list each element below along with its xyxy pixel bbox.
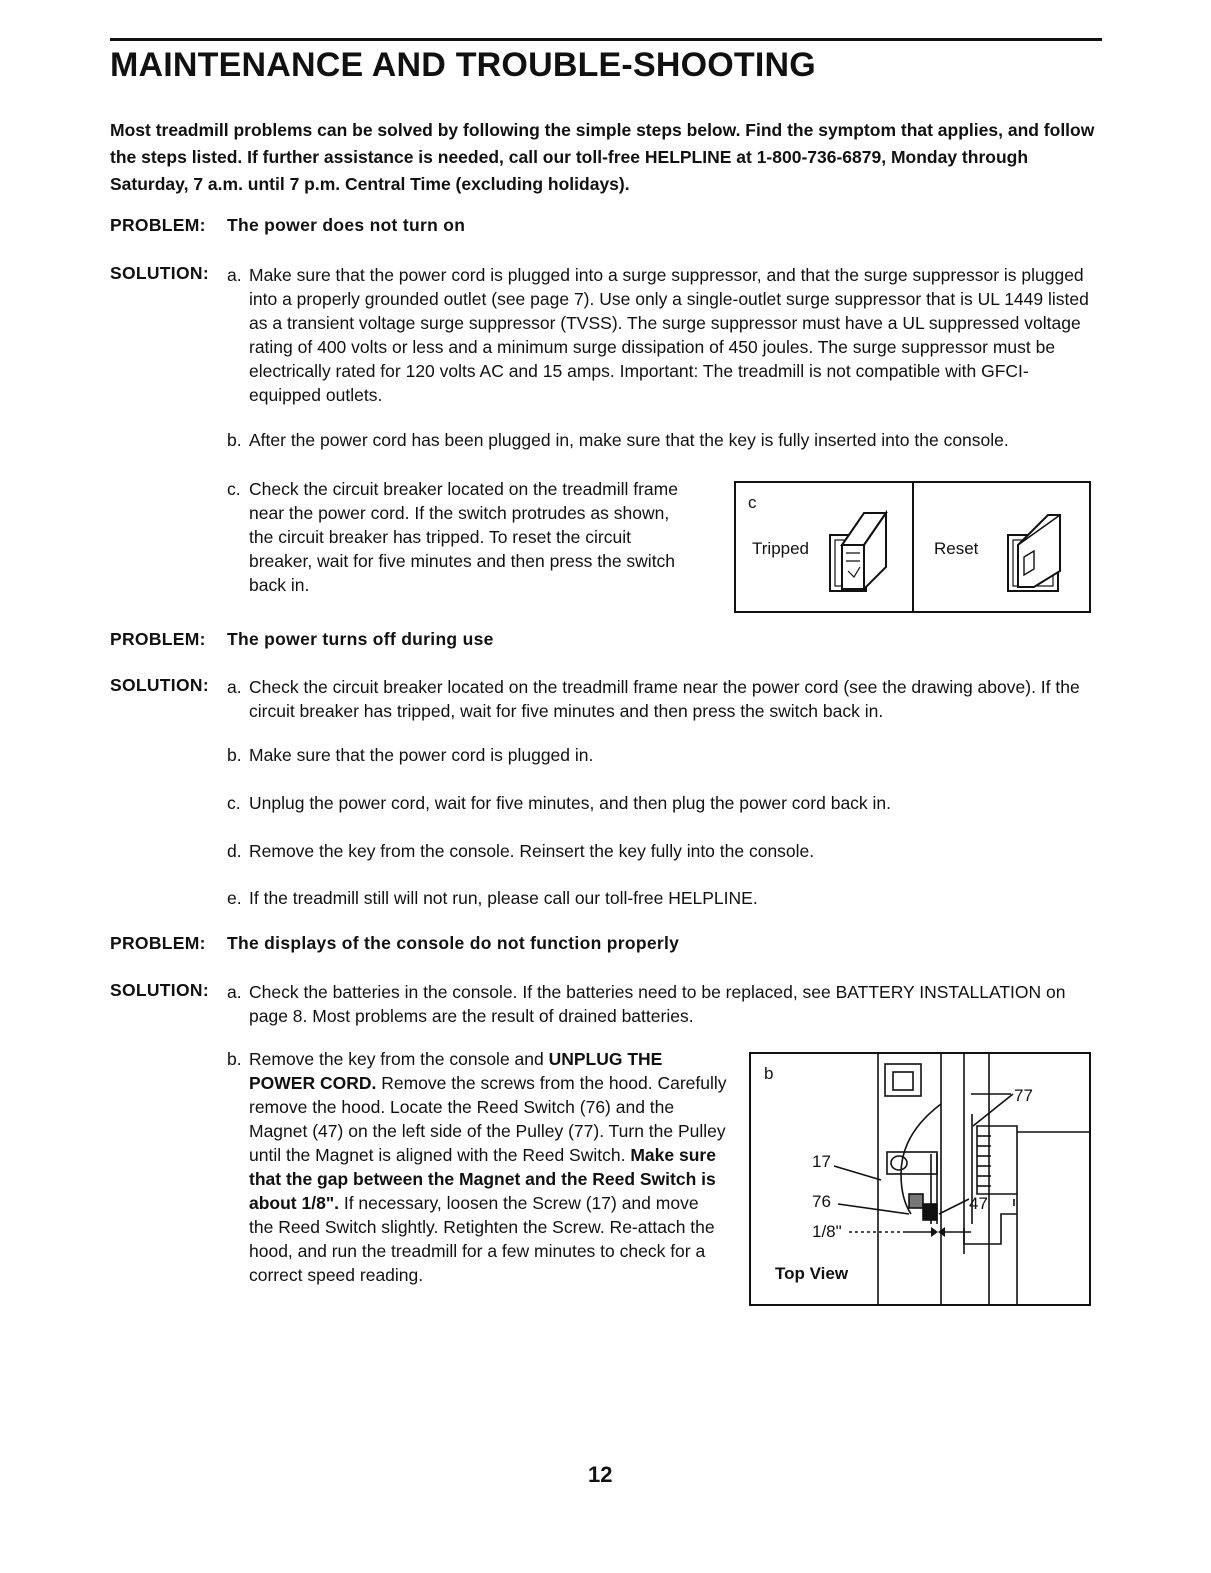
step-text: Check the circuit breaker located on the treadmill frame near the power cord (see the drawing above). If the circuit breaker has tripped, wait for five minutes and then press the switch back in. <box>249 677 1080 721</box>
solution-2d <box>227 839 1107 863</box>
unplug-warning: UNPLUG THE POWER CORD. <box>249 1049 663 1093</box>
solution-3b <box>227 1047 727 1287</box>
step-letter: b. <box>227 430 242 450</box>
solution-1b <box>227 428 1107 452</box>
solution-2e <box>227 886 1107 910</box>
step-letter: a. <box>227 982 242 1002</box>
solution-3-label: SOLUTION: <box>110 980 209 1000</box>
reed-switch-callout: 76 <box>812 1192 831 1211</box>
reset-switch-icon <box>1004 505 1068 595</box>
top-view-label: Top View <box>775 1264 849 1283</box>
header-rule <box>110 38 1102 41</box>
reed-switch-figure <box>749 1052 1091 1306</box>
step-text: Make sure that the power cord is plugged into a surge suppressor, and that the surge suppressor is plugged into a properly grounded outlet (see page 7). Use only a single-outlet surge suppressor that is UL 1449 listed as a transient voltage surge suppressor (TVSS). The surge suppressor must have a UL suppressed voltage rating of 400 volts or less and a minimum surge dissipation of 450 joules. The surge suppressor must be electrically rated for 120 volts AC and 15 amps. Important: The treadmill is not compatible with GFCI-equipped outlets. <box>249 265 1089 405</box>
solution-2c <box>227 791 1107 815</box>
magnet-callout: 47 <box>969 1194 988 1213</box>
tripped-label: Tripped <box>752 539 810 558</box>
reset-label: Reset <box>934 539 979 558</box>
step-text <box>249 1047 727 1287</box>
step-letter: e. <box>227 888 242 908</box>
step-text: Unplug the power cord, wait for five minutes, and then plug the power cord back in. <box>249 793 892 813</box>
step-text: If the treadmill still will not run, please call our toll-free HELPLINE. <box>249 888 758 908</box>
problem-label: PROBLEM: <box>110 629 206 649</box>
pulley-callout: 77 <box>1014 1086 1033 1105</box>
solution-2b <box>227 743 1107 767</box>
step-letter: b. <box>227 1049 242 1069</box>
problem-label: PROBLEM: <box>110 215 206 235</box>
problem-label: PROBLEM: <box>110 933 206 953</box>
step-text: Remove the key from the console. Reinsert the key fully into the console. <box>249 841 815 861</box>
step-text-part: Remove the screws from the hood. Carefully remove the hood. Locate the Reed Switch (76) and the Magnet (47) on the left side of the Pulley (77). Turn the Pulley until the Magnet is aligned with the Reed Switch. <box>249 1073 727 1165</box>
step-letter: b. <box>227 745 242 765</box>
solution-1-label: SOLUTION: <box>110 263 209 283</box>
solution-1a <box>227 263 1097 407</box>
solution-2-label: SOLUTION: <box>110 675 209 695</box>
step-letter: c. <box>227 793 241 813</box>
problem-1-text: The power does not turn on <box>227 215 466 235</box>
gap-warning: Make sure that the gap between the Magnet and the Reed Switch is about 1/8". <box>249 1145 716 1213</box>
step-letter: a. <box>227 677 242 697</box>
step-letter: a. <box>227 265 242 285</box>
step-letter: c. <box>227 479 241 499</box>
problem-2-text: The power turns off during use <box>227 629 494 649</box>
intro-paragraph: Most treadmill problems can be solved by following the simple steps below. Find the symptom that applies, and follow the steps listed. If further assistance is needed, call our toll-free HELPLINE at 1-800-736-6879, Monday through Saturday, 7 a.m. until 7 p.m. Central Time (excluding holidays). <box>110 120 1095 194</box>
step-text: After the power cord has been plugged in, make sure that the key is fully inserted into the console. <box>249 430 1009 450</box>
problem-1-heading <box>110 215 466 236</box>
step-text-part: If necessary, loosen the Screw (17) and move the Reed Switch slightly. Retighten the Screw. Re-attach the hood, and run the treadmill for a few minutes to check for a correct speed reading. <box>249 1193 715 1285</box>
screw-callout: 17 <box>812 1152 831 1171</box>
figure-divider <box>912 483 914 611</box>
solution-3a <box>227 980 1087 1028</box>
step-text-part: Remove the key from the console and <box>249 1049 549 1069</box>
tripped-switch-icon <box>828 505 892 595</box>
circuit-breaker-figure <box>734 481 1091 613</box>
problem-2-heading <box>110 629 494 650</box>
figure-letter: c <box>748 493 757 512</box>
problem-3-text: The displays of the console do not function properly <box>227 933 680 953</box>
page-number: 12 <box>588 1462 613 1487</box>
problem-3-heading <box>110 933 680 954</box>
step-text: Check the circuit breaker located on the treadmill frame near the power cord. If the switch protrudes as shown, the circuit breaker has tripped. To reset the circuit breaker, wait for five minutes and then press the switch back in. <box>249 479 678 595</box>
page-title: MAINTENANCE AND TROUBLE-SHOOTING <box>110 46 816 84</box>
step-text: Make sure that the power cord is plugged in. <box>249 745 594 765</box>
gap-callout: 1/8" <box>812 1222 842 1241</box>
figure-letter: b <box>764 1064 774 1083</box>
step-letter: d. <box>227 841 242 861</box>
step-text: Check the batteries in the console. If the batteries need to be replaced, see BATTERY INSTALLATION on page 8. Most problems are the result of drained batteries. <box>249 982 1066 1026</box>
solution-2a <box>227 675 1107 723</box>
solution-1c <box>227 477 697 597</box>
